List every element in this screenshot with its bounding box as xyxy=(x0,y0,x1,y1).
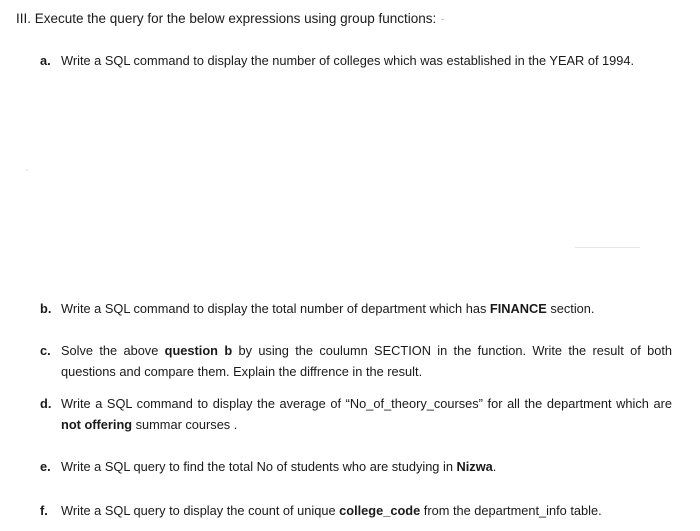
question-text: Write a SQL command to display the number of colleges which was established in the YEAR of 1994. xyxy=(61,53,635,68)
question-letter: d. xyxy=(40,396,52,411)
stray-mark: - xyxy=(441,14,444,24)
bold-term: college_code xyxy=(339,503,421,518)
text-part: Write a SQL command to display the average of “No_of_theory_courses” for all the department which are xyxy=(61,396,672,411)
text-part: Write a SQL query to find the total No of students who are studying in xyxy=(61,459,457,474)
question-f xyxy=(40,500,672,521)
text-part: from the department_info table. xyxy=(420,503,602,518)
question-b xyxy=(40,298,672,319)
question-letter: a. xyxy=(40,53,51,68)
question-c xyxy=(40,340,672,382)
text-part: . xyxy=(492,459,497,474)
question-letter: f. xyxy=(40,503,48,518)
bold-term: not offering xyxy=(61,417,133,432)
question-letter: e. xyxy=(40,459,51,474)
text-part: Write a SQL query to display the count of unique xyxy=(61,503,340,518)
faint-divider xyxy=(575,247,640,248)
text-part: summar courses . xyxy=(132,417,238,432)
question-letter: b. xyxy=(40,301,52,316)
text-part: Solve the above xyxy=(61,343,165,358)
scan-artifact xyxy=(26,169,28,171)
question-text xyxy=(61,500,672,521)
question-text xyxy=(61,298,672,319)
question-text xyxy=(61,340,672,382)
text-part: by using the coulumn SECTION in the function. Write the result of both questions and compare them. Explain the diffrence in the result. xyxy=(61,343,672,379)
bold-term: question b xyxy=(164,343,233,358)
text-part: Write a SQL command to display the total number of department which has xyxy=(61,301,490,316)
question-a xyxy=(40,50,672,71)
text-part: section. xyxy=(546,301,595,316)
question-d xyxy=(40,393,672,435)
bold-term: FINANCE xyxy=(489,301,547,316)
bold-term: Nizwa xyxy=(456,459,493,474)
question-text xyxy=(61,393,672,435)
question-letter: c. xyxy=(40,343,51,358)
question-text xyxy=(61,456,672,477)
question-e xyxy=(40,456,672,477)
section-heading: III. Execute the query for the below expressions using group functions: xyxy=(16,11,437,26)
